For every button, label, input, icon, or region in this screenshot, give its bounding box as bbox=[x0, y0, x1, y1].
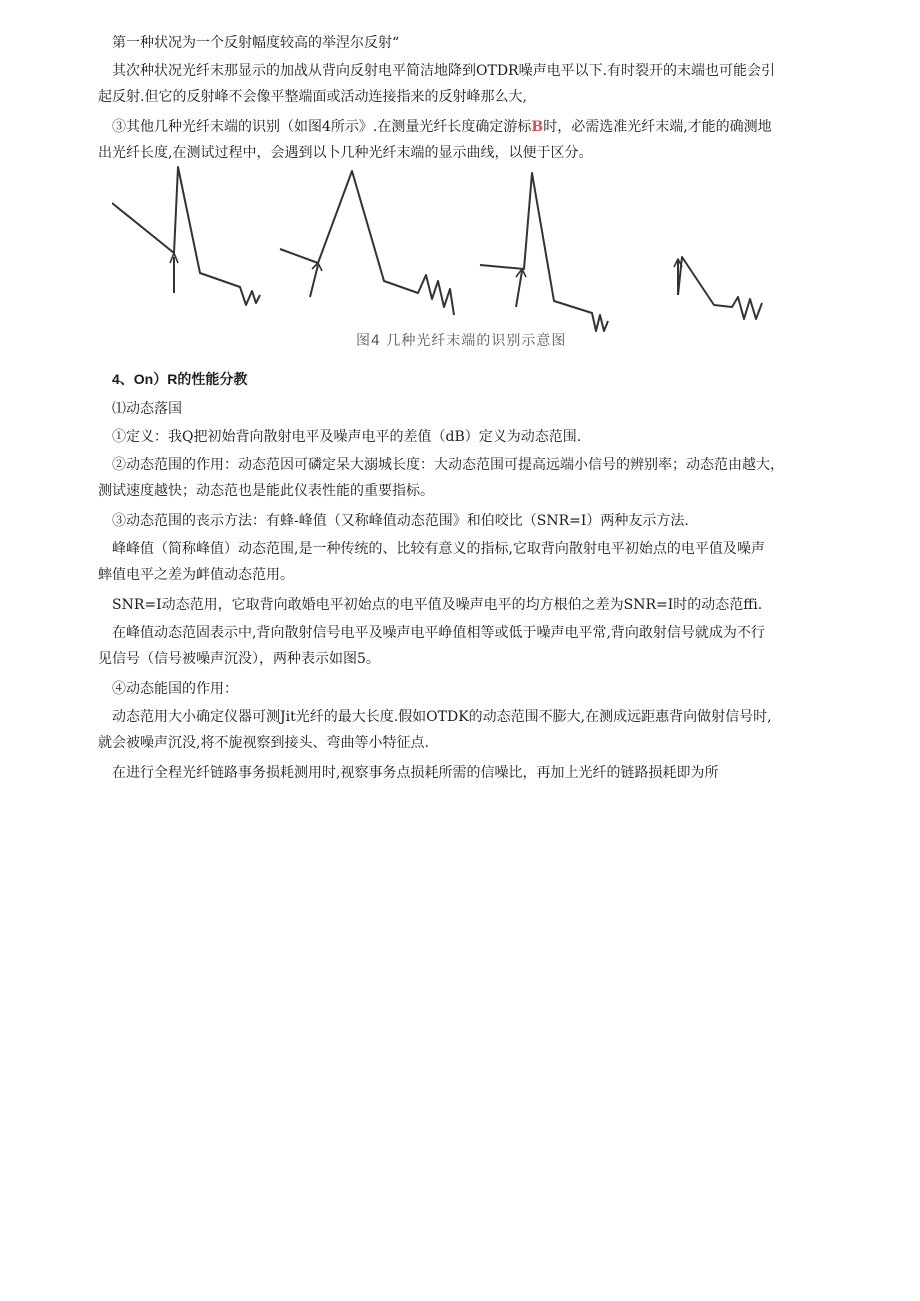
subsection-dynamic-range bbox=[112, 396, 848, 422]
text-line: 就会被噪声沉没,将不旎视察到接头、弯曲等小特征点. bbox=[98, 735, 429, 751]
paragraph-peak-value bbox=[98, 536, 848, 588]
text-line: ①定义：我Q把初始背向散射电平及噪声电平的差值（dB）定义为动态范围. bbox=[112, 429, 582, 445]
paragraph-representation bbox=[112, 508, 848, 534]
paragraph-other-ends bbox=[98, 114, 848, 166]
trace-3 bbox=[480, 173, 608, 331]
paragraph-event-loss bbox=[112, 760, 848, 786]
text-line: SNR=I动态范用，它取背向敢婚电平初始点的电平值及噪声电平的均方根伯之差为SNR=I时的动态范ffi. bbox=[112, 597, 763, 613]
text-line: ③动态范围的丧示方法：有蜂-峰值（又称峰值动态范围》和伯咬比（SNR=I）两种友示方法. bbox=[112, 513, 689, 529]
fiber-end-figure bbox=[112, 165, 772, 355]
trace-1 bbox=[112, 167, 260, 305]
trace-4 bbox=[678, 257, 762, 319]
text-line bbox=[112, 114, 848, 140]
text-line: 在峰值动态范固表示中,背向散射信号电平及噪声电平峥值相等或低于噪声电平常,背向敢射信号就成为不行 bbox=[112, 625, 765, 641]
text-run: ③其他几种光纤末端的识别（如图4所示》.在测量光纤长度确定游标 bbox=[112, 119, 532, 135]
paragraph-role bbox=[98, 452, 848, 504]
text-line: 峰峰值（简称峰值）动态范围,是一种传统的、比较有意义的指标,它取背向散射电平初始点的电平值及噪声 bbox=[112, 541, 765, 557]
text-line: 其次种状况光纤末那显示的加战从背向反射电平简洁地降到OTDR噪声电平以下.有时裂开的末端也可能会引 bbox=[112, 63, 776, 79]
text-line: 见信号（信号被噪声沉没），两种表示如图5。 bbox=[98, 651, 380, 667]
paragraph-fresnel bbox=[112, 30, 848, 56]
paragraph-role-2 bbox=[112, 676, 848, 702]
section-heading bbox=[112, 366, 848, 392]
trace-2-arrow bbox=[310, 265, 318, 297]
cursor-marker-b: B bbox=[531, 119, 544, 135]
text-line: ②动态范围的作用：动态范因可磷定呆大溺城长度：大动态范围可提高远端小信号的辨别率；动态范由越大， bbox=[112, 457, 784, 473]
paragraph-snr bbox=[112, 592, 848, 618]
paragraph-peak-representation bbox=[98, 620, 848, 672]
trace-2 bbox=[280, 171, 454, 315]
text-run: 时，必需选准光纤末端,才能的确测地 bbox=[543, 119, 772, 135]
text-line: 出光纤长度,在测试过程中，会遇到以卜几种光纤末端的显示曲线，以便于区分。 bbox=[98, 145, 593, 161]
text-line: 测试速度越快；动态范也是能此仪表性能的重要指标。 bbox=[98, 483, 434, 499]
text-line: 在进行全程光纤链路事务损耗测用时,视察事务点损耗所需的信噪比，再加上光纤的链路损耗即为所 bbox=[112, 765, 719, 781]
heading-text: 4、On）R的性能分教 bbox=[112, 371, 248, 387]
text-line: 第一种状况为一个反射幅度较高的举涅尔反射“ bbox=[112, 35, 400, 51]
text-line: 蟀值电平之差为衅值动态范用。 bbox=[98, 567, 294, 583]
text-line: ④动态能国的作用： bbox=[112, 681, 238, 697]
text-line: 动态范用大小确定仪器可测Jit光纤的最大长度.假如OTDK的动态范围不膨大,在测成远距惠背向做射信号时, bbox=[112, 709, 772, 725]
paragraph-max-length bbox=[98, 704, 848, 756]
text-line: ⑴动态落国 bbox=[112, 401, 182, 417]
text-line: 起反射.但它的反射峰不会像平整端面或活动连接指来的反射峰那么大, bbox=[98, 89, 527, 105]
paragraph-definition bbox=[112, 424, 848, 450]
paragraph-end-type-2 bbox=[98, 58, 848, 110]
figure-caption: 图4 几种光纤末端的识别示意图 bbox=[356, 333, 567, 349]
